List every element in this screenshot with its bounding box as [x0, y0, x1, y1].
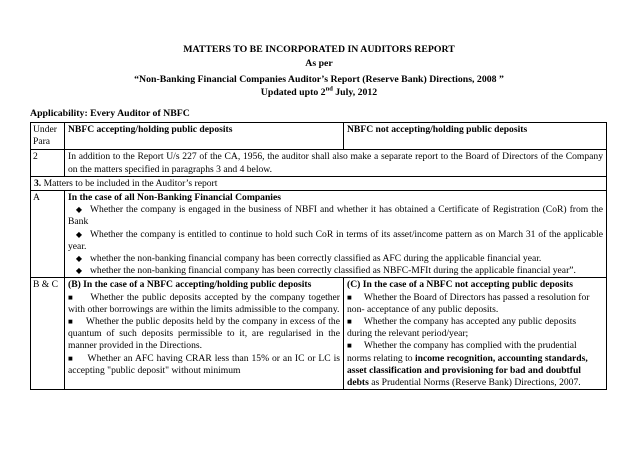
diamond-bullet-icon: ◆ [75, 205, 83, 215]
table-header-row [31, 123, 607, 150]
square-bullet-icon: ■ [68, 353, 73, 363]
list-item [68, 353, 340, 377]
list-item [347, 340, 603, 389]
list-item-text: Whether the company has complied with the prudential norms relating to [347, 340, 577, 364]
list-item-text: Whether the public deposits accepted by the company together with other borrowings are within the limits admissible to the company. [68, 291, 340, 315]
list-item-bold-text: income recognition, accounting standards, asset classification and provisioning for bad and doubtful debts [347, 352, 588, 389]
list-item-text: Whether the company is entitled to continue to hold such CoR in terms of its asset/income pattern as on March 31 of the applicable year. [68, 228, 603, 252]
document-title: MATTERS TO BE INCORPORATED IN AUDITORS REPORT [183, 44, 455, 55]
updated-line [0, 87, 638, 99]
section-b-cell [65, 278, 344, 390]
para-number: 2 [31, 150, 65, 176]
list-item-text: Whether the Board of Directors has passed a resolution for non- acceptance of any public deposits. [347, 291, 590, 315]
square-bullet-icon: ■ [347, 341, 352, 351]
section-a-heading: In the case of all Non-Banking Financial Companies [68, 192, 281, 204]
list-item-text: Whether the company is engaged in the business of NBFI and whether it has obtained a Certificate of Registration (CoR) from the Bank [68, 204, 603, 228]
matters-number: 3. [34, 177, 42, 189]
list-item [68, 265, 603, 277]
table-row [31, 278, 607, 390]
updated-sup: nd [325, 85, 333, 93]
header-accepting: NBFC accepting/holding public deposits [65, 123, 344, 150]
applicability-line: Applicability: Every Auditor of NBFC [30, 108, 190, 119]
header-under-para: Under Para [31, 123, 65, 150]
matters-heading [31, 176, 607, 190]
diamond-bullet-icon: ◆ [75, 254, 83, 264]
list-item-text: whether the non-banking financial company has been correctly classified as NBFC-MFIt during the applicable financial year”. [90, 265, 576, 277]
square-bullet-icon: ■ [68, 317, 73, 327]
list-item [68, 253, 603, 265]
square-bullet-icon: ■ [68, 292, 73, 302]
table-row [31, 191, 607, 278]
matters-text: Matters to be included in the Auditor’s report [41, 177, 218, 189]
section-c-cell [344, 278, 607, 390]
updated-prefix: Updated upto 2 [260, 87, 326, 98]
list-item [347, 316, 603, 340]
list-item-text: Whether the company has accepted any public deposits during the relevant period/year; [347, 316, 577, 340]
para-letter: B & C [31, 278, 65, 390]
list-item [68, 229, 603, 253]
diamond-bullet-icon: ◆ [75, 229, 83, 239]
header-not-accepting: NBFC not accepting/holding public deposits [344, 123, 607, 150]
list-item [68, 204, 603, 228]
section-c-heading: (C) In the case of a NBFC not accepting public deposits [347, 279, 573, 291]
as-per-line: As per [305, 58, 333, 69]
section-a-cell [65, 191, 607, 278]
square-bullet-icon: ■ [347, 292, 352, 302]
list-item-text: Whether the public deposits held by the company in excess of the quantum of such deposits permissible to it, are regularised in the manner provided in the Directions. [68, 316, 340, 352]
diamond-bullet-icon: ◆ [75, 266, 83, 276]
list-item [68, 316, 340, 353]
square-bullet-icon: ■ [347, 317, 352, 327]
section-b-heading: (B) In the case of a NBFC accepting/holding public deposits [68, 279, 312, 291]
list-item-text: as Prudential Norms (Reserve Bank) Directions, 2007. [368, 377, 581, 389]
list-item [68, 292, 340, 316]
para-letter: A [31, 191, 65, 278]
list-item [347, 292, 603, 316]
table-row [31, 150, 607, 176]
auditor-matters-table [30, 122, 607, 390]
row-text: In addition to the Report U/s 227 of the CA, 1956, the auditor shall also make a separate report to the Board of Directors of the Company on the matters specified in paragraphs 3 and 4 below. [65, 150, 607, 176]
updated-suffix: July, 2012 [332, 87, 378, 98]
table-row [31, 176, 607, 190]
list-item-text: Whether an AFC having CRAR less than 15% or an IC or LC is accepting "public deposit" without minimum [68, 352, 340, 376]
directions-line: “Non-Banking Financial Companies Auditor’s Report (Reserve Bank) Directions, 2008 ” [134, 74, 504, 85]
list-item-text: whether the non-banking financial company has been correctly classified as AFC during the applicable financial year. [90, 253, 542, 265]
